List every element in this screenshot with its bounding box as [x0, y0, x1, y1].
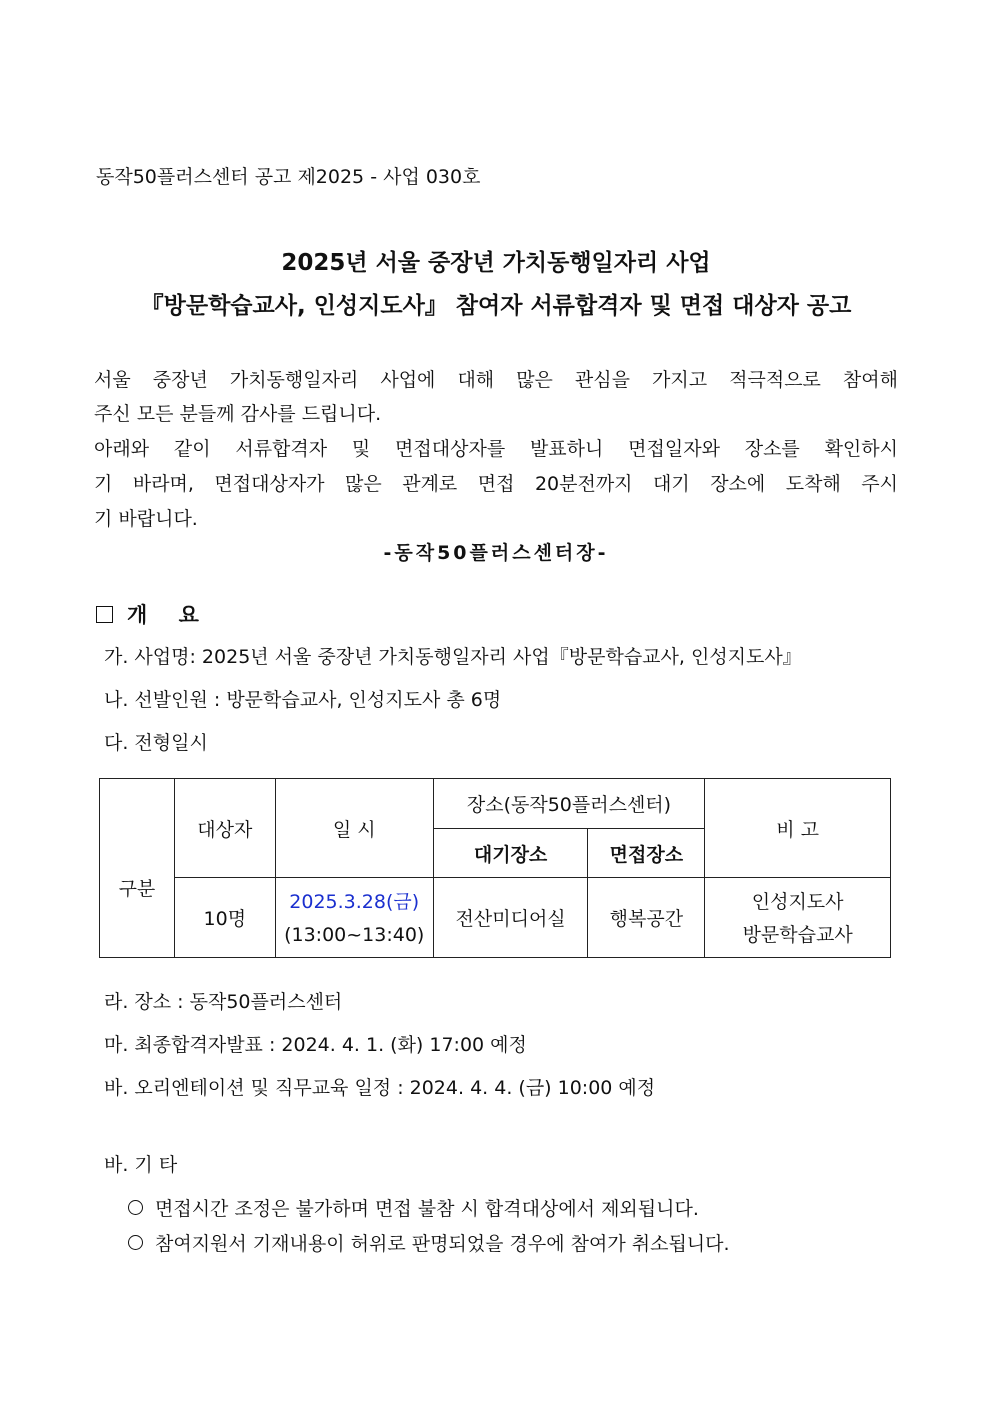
table-header-datetime: 일 시	[275, 779, 433, 878]
table-cell-note-line-1: 인성지도사	[751, 890, 844, 913]
section-overview-label: 개 요	[127, 603, 211, 627]
table-cell-waiting-place: 전산미디어실	[433, 878, 588, 958]
checkbox-square-icon	[96, 606, 113, 623]
table-header-category: 구분	[100, 779, 175, 958]
circle-bullet-icon	[128, 1235, 143, 1250]
table-header-note: 비 고	[705, 779, 891, 878]
table-cell-note	[705, 878, 891, 958]
etc-bullet-2-text: 참여지원서 기재내용이 허위로 판명되었을 경우에 참여가 취소됩니다.	[155, 1233, 730, 1255]
table-cell-datetime	[275, 878, 433, 958]
etc-bullet-1-text: 면접시간 조정은 불가하며 면접 불참 시 합격대상에서 제외됩니다.	[155, 1198, 699, 1220]
table-header-interview-place: 면접장소	[588, 829, 705, 878]
overview-item-selection-count: 나. 선발인원 : 방문학습교사, 인성지도사 총 6명	[104, 689, 502, 711]
intro-line-2: 주신 모든 분들께 감사를 드립니다.	[94, 403, 382, 425]
page-subtitle: 『방문학습교사, 인성지도사』 참여자 서류합격자 및 면접 대상자 공고	[140, 293, 852, 319]
etc-bullet-1	[128, 1194, 699, 1221]
table-cell-note-line-2: 방문학습교사	[742, 923, 853, 946]
overview-item-business-name: 가. 사업명: 2025년 서울 중장년 가치동행일자리 사업『방문학습교사, 인성지도사』	[104, 646, 802, 668]
notice-number: 동작50플러스센터 공고 제2025 - 사업 030호	[96, 166, 481, 188]
table-cell-target: 10명	[174, 878, 275, 958]
overview-item-schedule-label: 다. 전형일시	[104, 732, 208, 754]
table-cell-time: (13:00~13:40)	[284, 923, 425, 946]
table-cell-date: 2025.3.28(금)	[289, 890, 420, 913]
table-header-place: 장소(동작50플러스센터)	[433, 779, 705, 829]
table-cell-interview-place: 행복공간	[588, 878, 705, 958]
circle-bullet-icon	[128, 1200, 143, 1215]
intro-line-5: 기 바랍니다.	[94, 508, 198, 530]
table-header-waiting-place: 대기장소	[433, 829, 588, 878]
intro-line-4: 기 바라며, 면접대상자가 많은 관계로 면접 20분전까지 대기 장소에 도착해 주시	[94, 473, 898, 495]
table-header-target: 대상자	[174, 779, 275, 878]
page-title: 2025년 서울 중장년 가치동행일자리 사업	[281, 250, 711, 276]
overview-item-place: 라. 장소 : 동작50플러스센터	[104, 991, 343, 1013]
overview-item-final-announcement: 마. 최종합격자발표 : 2024. 4. 1. (화) 17:00 예정	[104, 1034, 527, 1056]
overview-item-orientation: 바. 오리엔테이션 및 직무교육 일정 : 2024. 4. 4. (금) 10:00 예정	[104, 1077, 656, 1099]
etc-heading: 바. 기 타	[104, 1154, 178, 1176]
section-overview-heading	[96, 599, 211, 629]
intro-line-3: 아래와 같이 서류합격자 및 면접대상자를 발표하니 면접일자와 장소를 확인하시	[94, 438, 898, 460]
intro-line-1: 서울 중장년 가치동행일자리 사업에 대해 많은 관심을 가지고 적극적으로 참여해	[94, 369, 898, 391]
signature: -동작50플러스센터장-	[383, 542, 609, 564]
etc-bullet-2	[128, 1229, 730, 1256]
schedule-table	[99, 778, 891, 958]
